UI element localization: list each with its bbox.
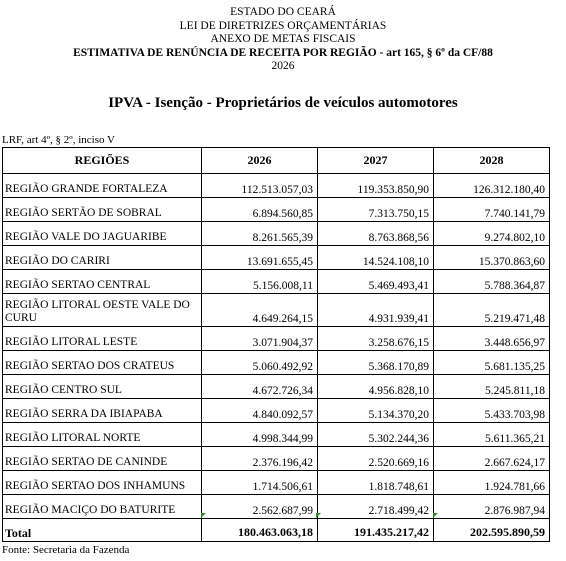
error-marker-icon: [316, 513, 321, 518]
value-2028-cell: 5.681.135,25: [434, 351, 550, 375]
revenue-waiver-table: [2, 147, 550, 542]
table-row: [3, 327, 550, 351]
total-label: Total: [3, 519, 202, 542]
column-header-2028: 2028: [434, 148, 550, 174]
value-2027-cell: 5.134.370,20: [318, 399, 434, 423]
value-2027-cell: 5.368.170,89: [318, 351, 434, 375]
table-row: [3, 399, 550, 423]
table-row: [3, 174, 550, 198]
value-2026-cell: 2.562.687,99: [202, 495, 318, 519]
value-2027-cell: 3.258.676,15: [318, 327, 434, 351]
header-year: 2026: [271, 60, 295, 72]
table-row: [3, 423, 550, 447]
table-body: [3, 174, 550, 542]
region-cell: REGIÃO MACIÇO DO BATURITE: [3, 495, 202, 519]
column-header-2026: 2026: [202, 148, 318, 174]
value-2028-cell: 2.876.987,94: [434, 495, 550, 519]
header-state: ESTADO DO CEARÁ: [230, 6, 336, 18]
value-2028-cell: 9.274.802,10: [434, 222, 550, 246]
value-2027-cell: 2.520.669,16: [318, 447, 434, 471]
value-2026-cell: 2.376.196,42: [202, 447, 318, 471]
header-annex: ANEXO DE METAS FISCAIS: [210, 33, 356, 45]
error-marker-icon: [201, 513, 206, 518]
total-2027-cell: 191.435.217,42: [318, 519, 434, 542]
region-cell: REGIÃO GRANDE FORTALEZA: [3, 174, 202, 198]
table-row: [3, 375, 550, 399]
table-row: [3, 447, 550, 471]
table-row: [3, 495, 550, 519]
table-row: [3, 246, 550, 270]
value-2028-cell: 5.788.364,87: [434, 270, 550, 294]
table-header-row: [3, 148, 550, 174]
value-2027-cell: 4.931.939,41: [318, 294, 434, 327]
header-estimate: ESTIMATIVA DE RENÚNCIA DE RECEITA POR REGIÃO - art 165, § 6º da CF/88: [73, 46, 493, 59]
value-2026-cell: 4.649.264,15: [202, 294, 318, 327]
value-2026-cell: 6.894.560,85: [202, 198, 318, 222]
total-2026-cell: 180.463.063,18: [202, 519, 318, 542]
region-cell: REGIÃO SERTAO DE CANINDE: [3, 447, 202, 471]
value-2028-cell: 15.370.863,60: [434, 246, 550, 270]
table-row: [3, 471, 550, 495]
total-2028-cell: 202.595.890,59: [434, 519, 550, 542]
value-2026-cell: 3.071.904,37: [202, 327, 318, 351]
value-2028-cell: 5.245.811,18: [434, 375, 550, 399]
value-2026-cell: 1.714.506,61: [202, 471, 318, 495]
total-row: [3, 519, 550, 542]
region-cell: REGIÃO SERTAO DOS INHAMUNS: [3, 471, 202, 495]
region-cell: REGIÃO SERTAO CENTRAL: [3, 270, 202, 294]
value-2028-cell: 3.448.656,97: [434, 327, 550, 351]
table-row: [3, 351, 550, 375]
region-cell: REGIÃO SERTAO DOS CRATEUS: [3, 351, 202, 375]
column-header-regions: REGIÕES: [3, 148, 202, 174]
region-cell: REGIÃO SERTÃO DE SOBRAL: [3, 198, 202, 222]
document-header: [0, 6, 566, 74]
value-2027-cell: 5.302.244,36: [318, 423, 434, 447]
value-2028-cell: 5.219.471,48: [434, 294, 550, 327]
value-2027-cell: 7.313.750,15: [318, 198, 434, 222]
value-2026-cell: 8.261.565,39: [202, 222, 318, 246]
value-2027-cell: 14.524.108,10: [318, 246, 434, 270]
table-row: [3, 198, 550, 222]
value-2027-cell: 119.353.850,90: [318, 174, 434, 198]
region-cell: REGIÃO LITORAL OESTE VALE DO CURU: [3, 294, 202, 327]
table-row: [3, 270, 550, 294]
table-row: [3, 222, 550, 246]
value-2027-cell: 1.818.748,61: [318, 471, 434, 495]
value-2027-cell: 5.469.493,41: [318, 270, 434, 294]
region-cell: REGIÃO VALE DO JAGUARIBE: [3, 222, 202, 246]
value-2028-cell: 5.433.703,98: [434, 399, 550, 423]
value-2026-cell: 5.060.492,92: [202, 351, 318, 375]
value-2027-cell: 4.956.828,10: [318, 375, 434, 399]
value-2026-cell: 13.691.655,45: [202, 246, 318, 270]
value-2026-cell: 112.513.057,03: [202, 174, 318, 198]
error-marker-icon: [433, 513, 438, 518]
value-2027-cell: 2.718.499,42: [318, 495, 434, 519]
source-note: Fonte: Secretaria da Fazenda: [2, 544, 130, 556]
region-cell: REGIÃO DO CARIRI: [3, 246, 202, 270]
value-2028-cell: 7.740.141,79: [434, 198, 550, 222]
value-2026-cell: 4.672.726,34: [202, 375, 318, 399]
table-row: [3, 294, 550, 327]
region-cell: REGIÃO LITORAL NORTE: [3, 423, 202, 447]
value-2026-cell: 5.156.008,11: [202, 270, 318, 294]
table-title: IPVA - Isenção - Proprietários de veículos automotores: [108, 95, 458, 111]
value-2026-cell: 4.998.344,99: [202, 423, 318, 447]
region-cell: REGIÃO LITORAL LESTE: [3, 327, 202, 351]
value-2028-cell: 1.924.781,66: [434, 471, 550, 495]
region-cell: REGIÃO CENTRO SUL: [3, 375, 202, 399]
column-header-2027: 2027: [318, 148, 434, 174]
value-2028-cell: 2.667.624,17: [434, 447, 550, 471]
value-2026-cell: 4.840.092,57: [202, 399, 318, 423]
value-2027-cell: 8.763.868,56: [318, 222, 434, 246]
header-law: LEI DE DIRETRIZES ORÇAMENTÁRIAS: [179, 19, 387, 32]
value-2028-cell: 126.312.180,40: [434, 174, 550, 198]
legal-reference: LRF, art 4º, § 2º, inciso V: [2, 134, 115, 146]
value-2028-cell: 5.611.365,21: [434, 423, 550, 447]
region-cell: REGIÃO SERRA DA IBIAPABA: [3, 399, 202, 423]
